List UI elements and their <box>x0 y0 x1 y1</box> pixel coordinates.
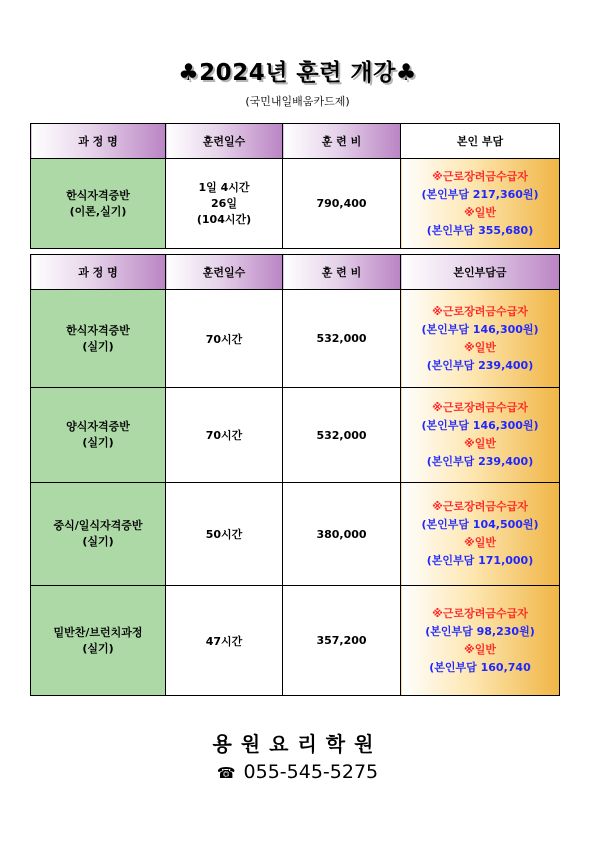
table-row <box>31 483 560 586</box>
col-header-fee: 훈 련 비 <box>283 255 401 290</box>
col-header-burden: 본인부담금 <box>401 255 560 290</box>
duration-cell: 70시간 <box>166 388 283 483</box>
fee-cell: 380,000 <box>283 483 401 586</box>
col-header-duration: 훈련일수 <box>166 255 283 290</box>
phone-number: 055-545-5275 <box>243 761 379 783</box>
summary-table <box>30 123 560 249</box>
course-name-cell: 양식자격증반 (실기) <box>31 388 166 483</box>
course-name-cell: 중식/일식자격증반 (실기) <box>31 483 166 586</box>
table-row <box>31 586 560 696</box>
col-header-course: 과 정 명 <box>31 255 166 290</box>
telephone-icon: ☎ <box>216 764 236 782</box>
duration-cell: 70시간 <box>166 290 283 388</box>
col-header-course: 과 정 명 <box>31 124 166 159</box>
duration-cell: 50시간 <box>166 483 283 586</box>
table-row <box>31 388 560 483</box>
burden-cell: ※근로장려금수급자 (본인부담 98,230원) ※일반 (본인부담 160,740 <box>401 586 560 696</box>
academy-name: 용원요리학원 <box>212 732 383 756</box>
page-title: ♣2024년 훈련 개강♣ <box>178 60 417 86</box>
burden-cell: ※근로장려금수급자 (본인부담 146,300원) ※일반 (본인부담 239,400) <box>401 290 560 388</box>
course-table <box>30 254 560 696</box>
course-name-cell: 한식자격증반 (이론,실기) <box>31 159 166 249</box>
burden-cell: ※근로장려금수급자 (본인부담 146,300원) ※일반 (본인부담 239,400) <box>401 388 560 483</box>
fee-cell: 357,200 <box>283 586 401 696</box>
course-name-cell: 한식자격증반 (실기) <box>31 290 166 388</box>
duration-cell: 1일 4시간 26일 (104시간) <box>166 159 283 249</box>
course-name-cell: 밑반찬/브런치과정 (실기) <box>31 586 166 696</box>
fee-cell: 532,000 <box>283 290 401 388</box>
burden-cell: ※근로장려금수급자 (본인부담 217,360원) ※일반 (본인부담 355,680) <box>401 159 560 249</box>
phone-line <box>0 761 595 783</box>
fee-cell: 532,000 <box>283 388 401 483</box>
fee-cell: 790,400 <box>283 159 401 249</box>
burden-cell: ※근로장려금수급자 (본인부담 104,500원) ※일반 (본인부담 171,000) <box>401 483 560 586</box>
page-subtitle: (국민내일배움카드제) <box>245 95 350 108</box>
duration-cell: 47시간 <box>166 586 283 696</box>
table-row <box>31 290 560 388</box>
col-header-fee: 훈 련 비 <box>283 124 401 159</box>
col-header-duration: 훈련일수 <box>166 124 283 159</box>
col-header-burden: 본인 부담 <box>401 124 560 159</box>
